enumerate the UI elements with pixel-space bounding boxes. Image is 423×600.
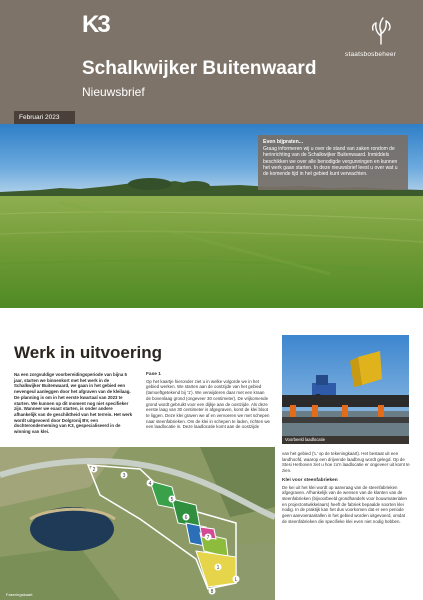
page-title: Schalkwijker Buitenwaard [82, 58, 317, 79]
k3-logo: K3 [82, 11, 109, 38]
map-label-7: 7 [206, 535, 210, 541]
date-tab: Februari 2023 [14, 111, 75, 124]
info-box [258, 135, 408, 190]
header-band [0, 0, 423, 124]
photo-caption: Voorbeeld laadlocatie [282, 436, 409, 444]
info-box-text: Graag informeren wij u over de stand van zaken rondom de herinrichting van de Schalkwijker Buitenwaard. Inmiddels beschikken we over alle benodigde vergunningen en kunnen het werk gaan starten. In deze nieuwsbrief leest u over wat u de komende tijd in het gebied kunt verwachten. [263, 146, 398, 178]
map-label-2: 2 [92, 467, 96, 473]
staatsbosbeheer-tree-icon [366, 16, 396, 46]
map-label-1: 1 [216, 565, 220, 571]
loading-site-photo [282, 335, 409, 439]
fase-text: Op het kaartje hieronder ziet u in welke volgorde we in het gebied werken. We starten aan de oostzijde van het gebied (tamoeftgetekend bij '1'). We verwijderen daar met een kraan de bovenlaag grond (ongeveer 30 centimeter). De vrijkomende grond wordt gebruikt voor een dijkje aan de oostzijde. Als deze eerste laag van 30 centimeter is afgegraven, komt de klei bloot te liggen. Deze klei graven we af en vervoeren we met schepen naar steenfabrieken. Om de klei in schepen te laden, richten we een laadlocatie in. Deze laadlocatie komt aan de oostzijde [146, 378, 270, 430]
fase-heading: Fase 1 [146, 372, 161, 377]
column-klei [282, 451, 410, 524]
map-caption: Faseringskaart [6, 592, 33, 597]
column-fase-1 [146, 372, 270, 430]
map-label-6: 6 [184, 515, 188, 521]
klei-heading: Klei voor steenfabrieken [282, 477, 338, 483]
map-label-8: 8 [210, 589, 214, 595]
map-label-L: L [234, 577, 238, 583]
loading-site-text: van het gebied ('L' op de tekeningkaart). Het bestaat uit een landhoofd, waarop een drijvende laadbrug wordt gelegd. Op de Stesi Herboven ziet u hoe zo'n laadlocatie er ongeveer uit komt te zien. [282, 451, 410, 474]
partner-name: staatsbosbeheer [345, 51, 397, 58]
intro-text: Na een zorgvuldige voorbereidingsperiode van bijna 5 jaar, starten we binnenkort met het werk in de Schalkwijker Buitenwaard, we gaan in het gebied een nevengeul aanleggen door het afgraven van de kleilaag. De planning is om in het eerste kwartaal van 2023 te starten. We kunnen op dit moment nog niet specifieker zijn. Wanneer we exact starten, is onder andere afhankelijk van de geschiktheid van het terrein. Het werk wordt uitgevoerd door Dolgronij BV, een dochteronderneming van K3, gespecialiseerd in de winning van klei. [14, 372, 133, 435]
klei-text: De kei uit het klei wordt op aanvraag van de steenfabrieken afgegraven. Afhankelijk van de wensen van de klanten van de steenfabrieken (bijvoorbeeld grondhandels voor bouwmaterialen en projectontwikkelaars) heeft de fabriek bepaalde soorten klei nodig. In de praktijk kan het dus voorkomen dat er een periode geen aanvoeraantallen in het gebied worden uitgevoerd, omdat de steenfabrieken die specifieke klei even niet nodig hebben. [282, 484, 407, 524]
section-title: Werk in uitvoering [14, 343, 162, 362]
phasing-map [0, 447, 275, 600]
map-label-5: 5 [170, 497, 174, 503]
page-subtitle: Nieuwsbrief [82, 85, 145, 99]
map-label-3: 3 [122, 473, 126, 479]
info-box-title: Even bijpraten... [263, 139, 304, 145]
map-label-4: 4 [148, 481, 152, 487]
